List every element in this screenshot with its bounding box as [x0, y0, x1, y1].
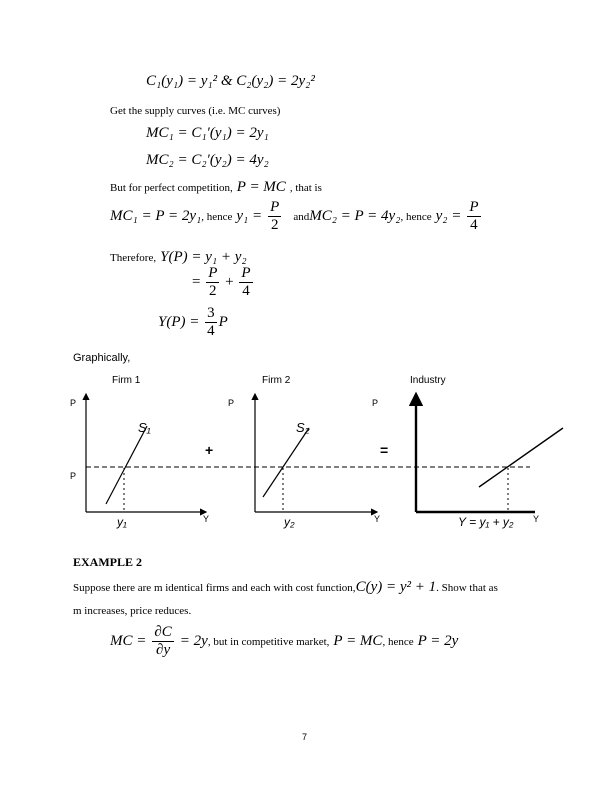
fraction-p4-denominator: 4: [239, 282, 252, 300]
firm1-supply-curve: [106, 426, 147, 504]
mc-rhs: = 2y: [179, 633, 208, 650]
equals-symbol: =: [380, 442, 389, 458]
competitive-market-text: , but in competitive market,: [207, 636, 330, 649]
firm2-y-axis-label: Y: [374, 514, 381, 524]
y1-denominator: 2: [268, 216, 281, 234]
hence-text-2: , hence: [400, 211, 432, 224]
y2-numerator: P: [469, 199, 479, 215]
example2-line2: m increases, price reduces.: [73, 605, 192, 617]
partial-derivative-fraction: [152, 624, 173, 659]
fraction-p2-denominator: 2: [206, 282, 219, 300]
that-is-text: , that is: [289, 182, 322, 194]
firm2-title: Firm 2: [262, 375, 291, 386]
industry-title: Industry: [410, 375, 446, 386]
hence-text-1: , hence: [201, 211, 233, 224]
mc2-p-equation: MC₂ = P = 4y₂: [309, 208, 401, 225]
three-quarters-numerator: 3: [207, 305, 215, 321]
p-equals-2y: P = 2y: [417, 633, 459, 650]
firm1-p-axis-label: P: [70, 398, 77, 408]
partial-denominator: ∂y: [152, 641, 173, 659]
firm1-curve-label: S₁: [138, 420, 151, 435]
partial-numerator: ∂C: [154, 624, 172, 640]
mc1-equation: MC₁ = C₁′(y₁) = 2y₁: [146, 125, 269, 141]
three-quarters-denominator: 4: [207, 323, 215, 339]
p-equals-mc: P = MC: [236, 179, 286, 195]
equals-sign: =: [192, 273, 201, 290]
cost-functions-equation: C₁(y₁) = y₁² & C₂(y₂) = 2y₂²: [146, 73, 315, 89]
firm1-p-level-label: P: [70, 471, 77, 481]
and-text: and: [293, 211, 310, 224]
fraction-p2-numerator: P: [208, 265, 218, 281]
industry-y-axis-label: Y: [533, 514, 540, 524]
y-final-lhs: Y(P) =: [158, 313, 200, 330]
mc-derivative-line: [110, 624, 458, 659]
y2-lhs: y₂ =: [435, 208, 462, 225]
example2-text-end: . Show that as: [436, 582, 498, 594]
firm1-title: Firm 1: [112, 375, 141, 386]
y1-numerator: P: [270, 199, 280, 215]
firm2-supply-curve: [263, 428, 309, 497]
example2-line1: [73, 578, 498, 596]
industry-p-axis-label: P: [372, 398, 379, 408]
y2-denominator: 4: [467, 216, 480, 234]
mc1-p-equation: MC₁ = P = 2y₁: [110, 208, 202, 225]
therefore-text: Therefore,: [110, 252, 157, 264]
firm1-y-axis-label: Y: [203, 514, 210, 524]
plus-sign: +: [225, 273, 234, 290]
firm2-p-axis-label: P: [228, 398, 235, 408]
industry-y-marker: Y = y₁ + y₂: [458, 515, 514, 529]
y-final-p: P: [218, 313, 228, 330]
graphically-label: Graphically,: [73, 352, 131, 364]
mc-lhs: MC =: [110, 633, 147, 650]
mc2-equation: MC₂ = C₂′(y₂) = 4y₂: [146, 152, 269, 168]
plus-symbol: +: [205, 442, 214, 458]
page-number: 7: [302, 732, 308, 742]
example2-heading: EXAMPLE 2: [73, 555, 142, 569]
perfect-competition-text: But for perfect competition,: [110, 182, 233, 194]
firm1-y-marker: y₁: [117, 515, 127, 529]
firm2-curve-label: S₂: [296, 420, 310, 435]
example2-text: Suppose there are m identical firms and each with cost function,: [73, 582, 356, 594]
industry-supply-curve: [479, 428, 563, 487]
y1-lhs: y₁ =: [236, 208, 263, 225]
p-equals-mc-2: P = MC: [333, 633, 383, 650]
supply-curves-intro: Get the supply curves (i.e. MC curves): [110, 105, 281, 117]
example2-cost-function: C(y) = y² + 1: [355, 579, 437, 595]
hence-text-3: , hence: [382, 636, 414, 649]
y-sum-equation: Y(P) = y₁ + y₂: [160, 249, 247, 265]
fraction-p4-numerator: P: [241, 265, 251, 281]
firm2-y-marker: y₂: [284, 515, 295, 529]
